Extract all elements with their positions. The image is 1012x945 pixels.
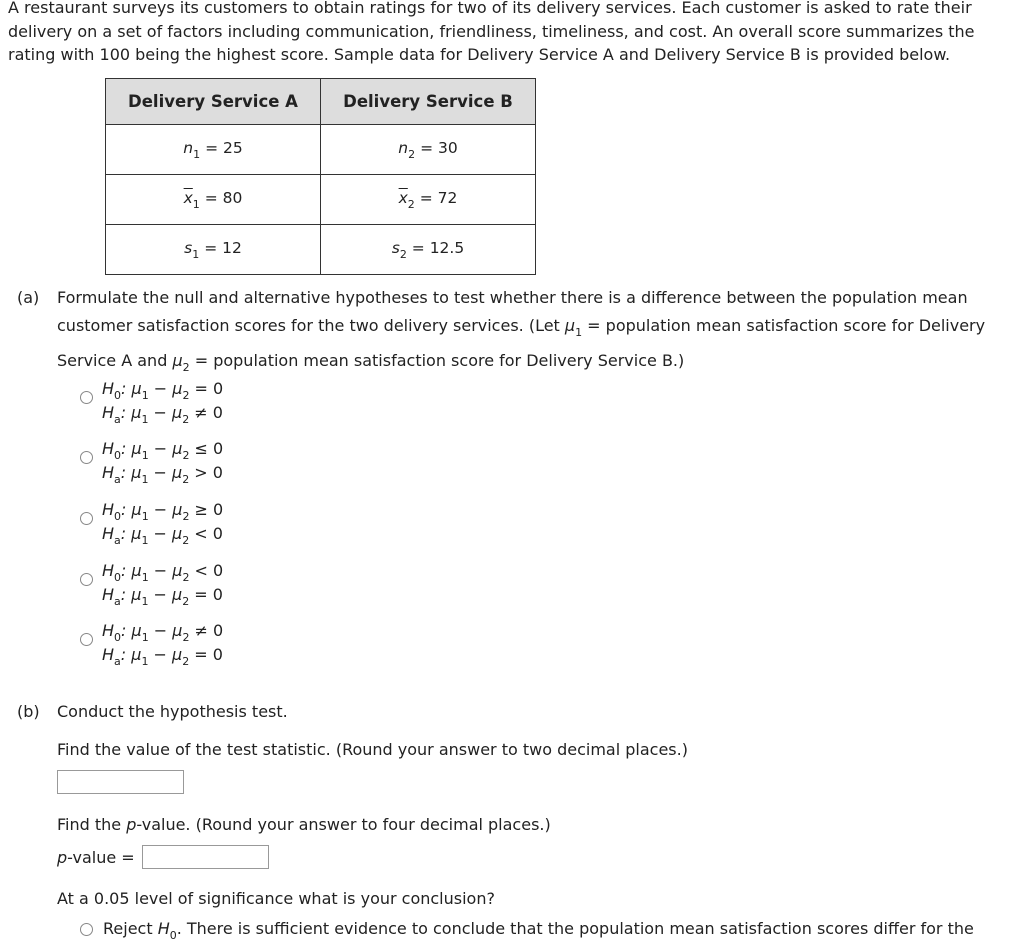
null-hypothesis: $H_0$: $\mu_1 - \mu_2 \ne 0$ — [102, 621, 224, 644]
hypothesis-radio[interactable] — [80, 391, 93, 404]
alternative-hypothesis: $H_a$: $\mu_1 - \mu_2 = 0$ — [102, 585, 223, 608]
cell-n1: $n_1 = 25$ — [106, 125, 321, 175]
part-a-label: (a) — [17, 288, 40, 307]
alternative-hypothesis: $H_a$: $\mu_1 - \mu_2 \ne 0$ — [102, 403, 223, 426]
part-a-line3: Service A and $\mu_2$ = population mean satisfaction score for Delivery Service B.) — [57, 351, 685, 374]
pvalue-input[interactable] — [142, 845, 269, 869]
hypothesis-radio[interactable] — [80, 633, 93, 646]
test-statistic-question: Find the value of the test statistic. (Round your answer to two decimal places.) — [57, 740, 688, 759]
part-b-title: Conduct the hypothesis test. — [57, 702, 288, 721]
hypothesis-radio[interactable] — [80, 512, 93, 525]
problem-intro: A restaurant surveys its customers to obtain ratings for two of its delivery services. Each customer is asked to rate their delivery on a set of factors including communication, friendliness, timeliness, and cost. An overall score summarizes the rating with 100 being the highest score. Sample data for Delivery Service A and Delivery Service B is provided below. — [8, 0, 975, 64]
table-row — [106, 175, 536, 225]
hypothesis-radio[interactable] — [80, 573, 93, 586]
part-a-line1: Formulate the null and alternative hypotheses to test whether there is a difference between the population mean — [57, 288, 968, 307]
null-hypothesis: $H_0$: $\mu_1 - \mu_2 \le 0$ — [102, 439, 224, 462]
cell-s2: $s_2 = 12.5$ — [321, 225, 536, 275]
null-hypothesis: $H_0$: $\mu_1 - \mu_2 < 0$ — [102, 561, 224, 584]
hypothesis-option[interactable] — [80, 561, 280, 609]
test-statistic-input[interactable] — [57, 770, 184, 794]
cell-s1: $s_1 = 12$ — [106, 225, 321, 275]
cell-n2: $n_2 = 30$ — [321, 125, 536, 175]
cell-x1: $\overline{x}_1 = 80$ — [106, 175, 321, 225]
null-hypothesis: $H_0$: $\mu_1 - \mu_2 \ge 0$ — [102, 500, 224, 523]
sample-data-table — [105, 78, 536, 275]
hypothesis-option[interactable] — [80, 439, 280, 487]
alternative-hypothesis: $H_a$: $\mu_1 - \mu_2 < 0$ — [102, 524, 223, 547]
hypothesis-option[interactable] — [80, 621, 280, 669]
table-row — [106, 125, 536, 175]
header-service-a: Delivery Service A — [106, 79, 321, 125]
header-service-b: Delivery Service B — [321, 79, 536, 125]
hypothesis-radio[interactable] — [80, 451, 93, 464]
conclusion-question: At a 0.05 level of significance what is your conclusion? — [57, 889, 495, 908]
conclusion-option-1: Reject $H_0$. There is sufficient evidence to conclude that the population mean satisfaction scores differ for the — [103, 919, 974, 942]
part-b-label: (b) — [17, 702, 40, 721]
null-hypothesis: $H_0$: $\mu_1 - \mu_2 = 0$ — [102, 379, 224, 402]
alternative-hypothesis: $H_a$: $\mu_1 - \mu_2 > 0$ — [102, 463, 223, 486]
hypothesis-option[interactable] — [80, 500, 280, 548]
table-row — [106, 225, 536, 275]
cell-x2: $\overline{x}_2 = 72$ — [321, 175, 536, 225]
part-a-question — [57, 284, 1007, 382]
pvalue-label: p-value = — [57, 848, 135, 867]
alternative-hypothesis: $H_a$: $\mu_1 - \mu_2 = 0$ — [102, 645, 223, 668]
pvalue-question: Find the p-value. (Round your answer to four decimal places.) — [57, 815, 551, 834]
part-a-line2: customer satisfaction scores for the two delivery services. (Let $\mu_1$ = population mean satisfaction score for Delivery — [57, 316, 986, 339]
hypothesis-option[interactable] — [80, 379, 280, 427]
conclusion-radio-1[interactable] — [80, 923, 93, 936]
